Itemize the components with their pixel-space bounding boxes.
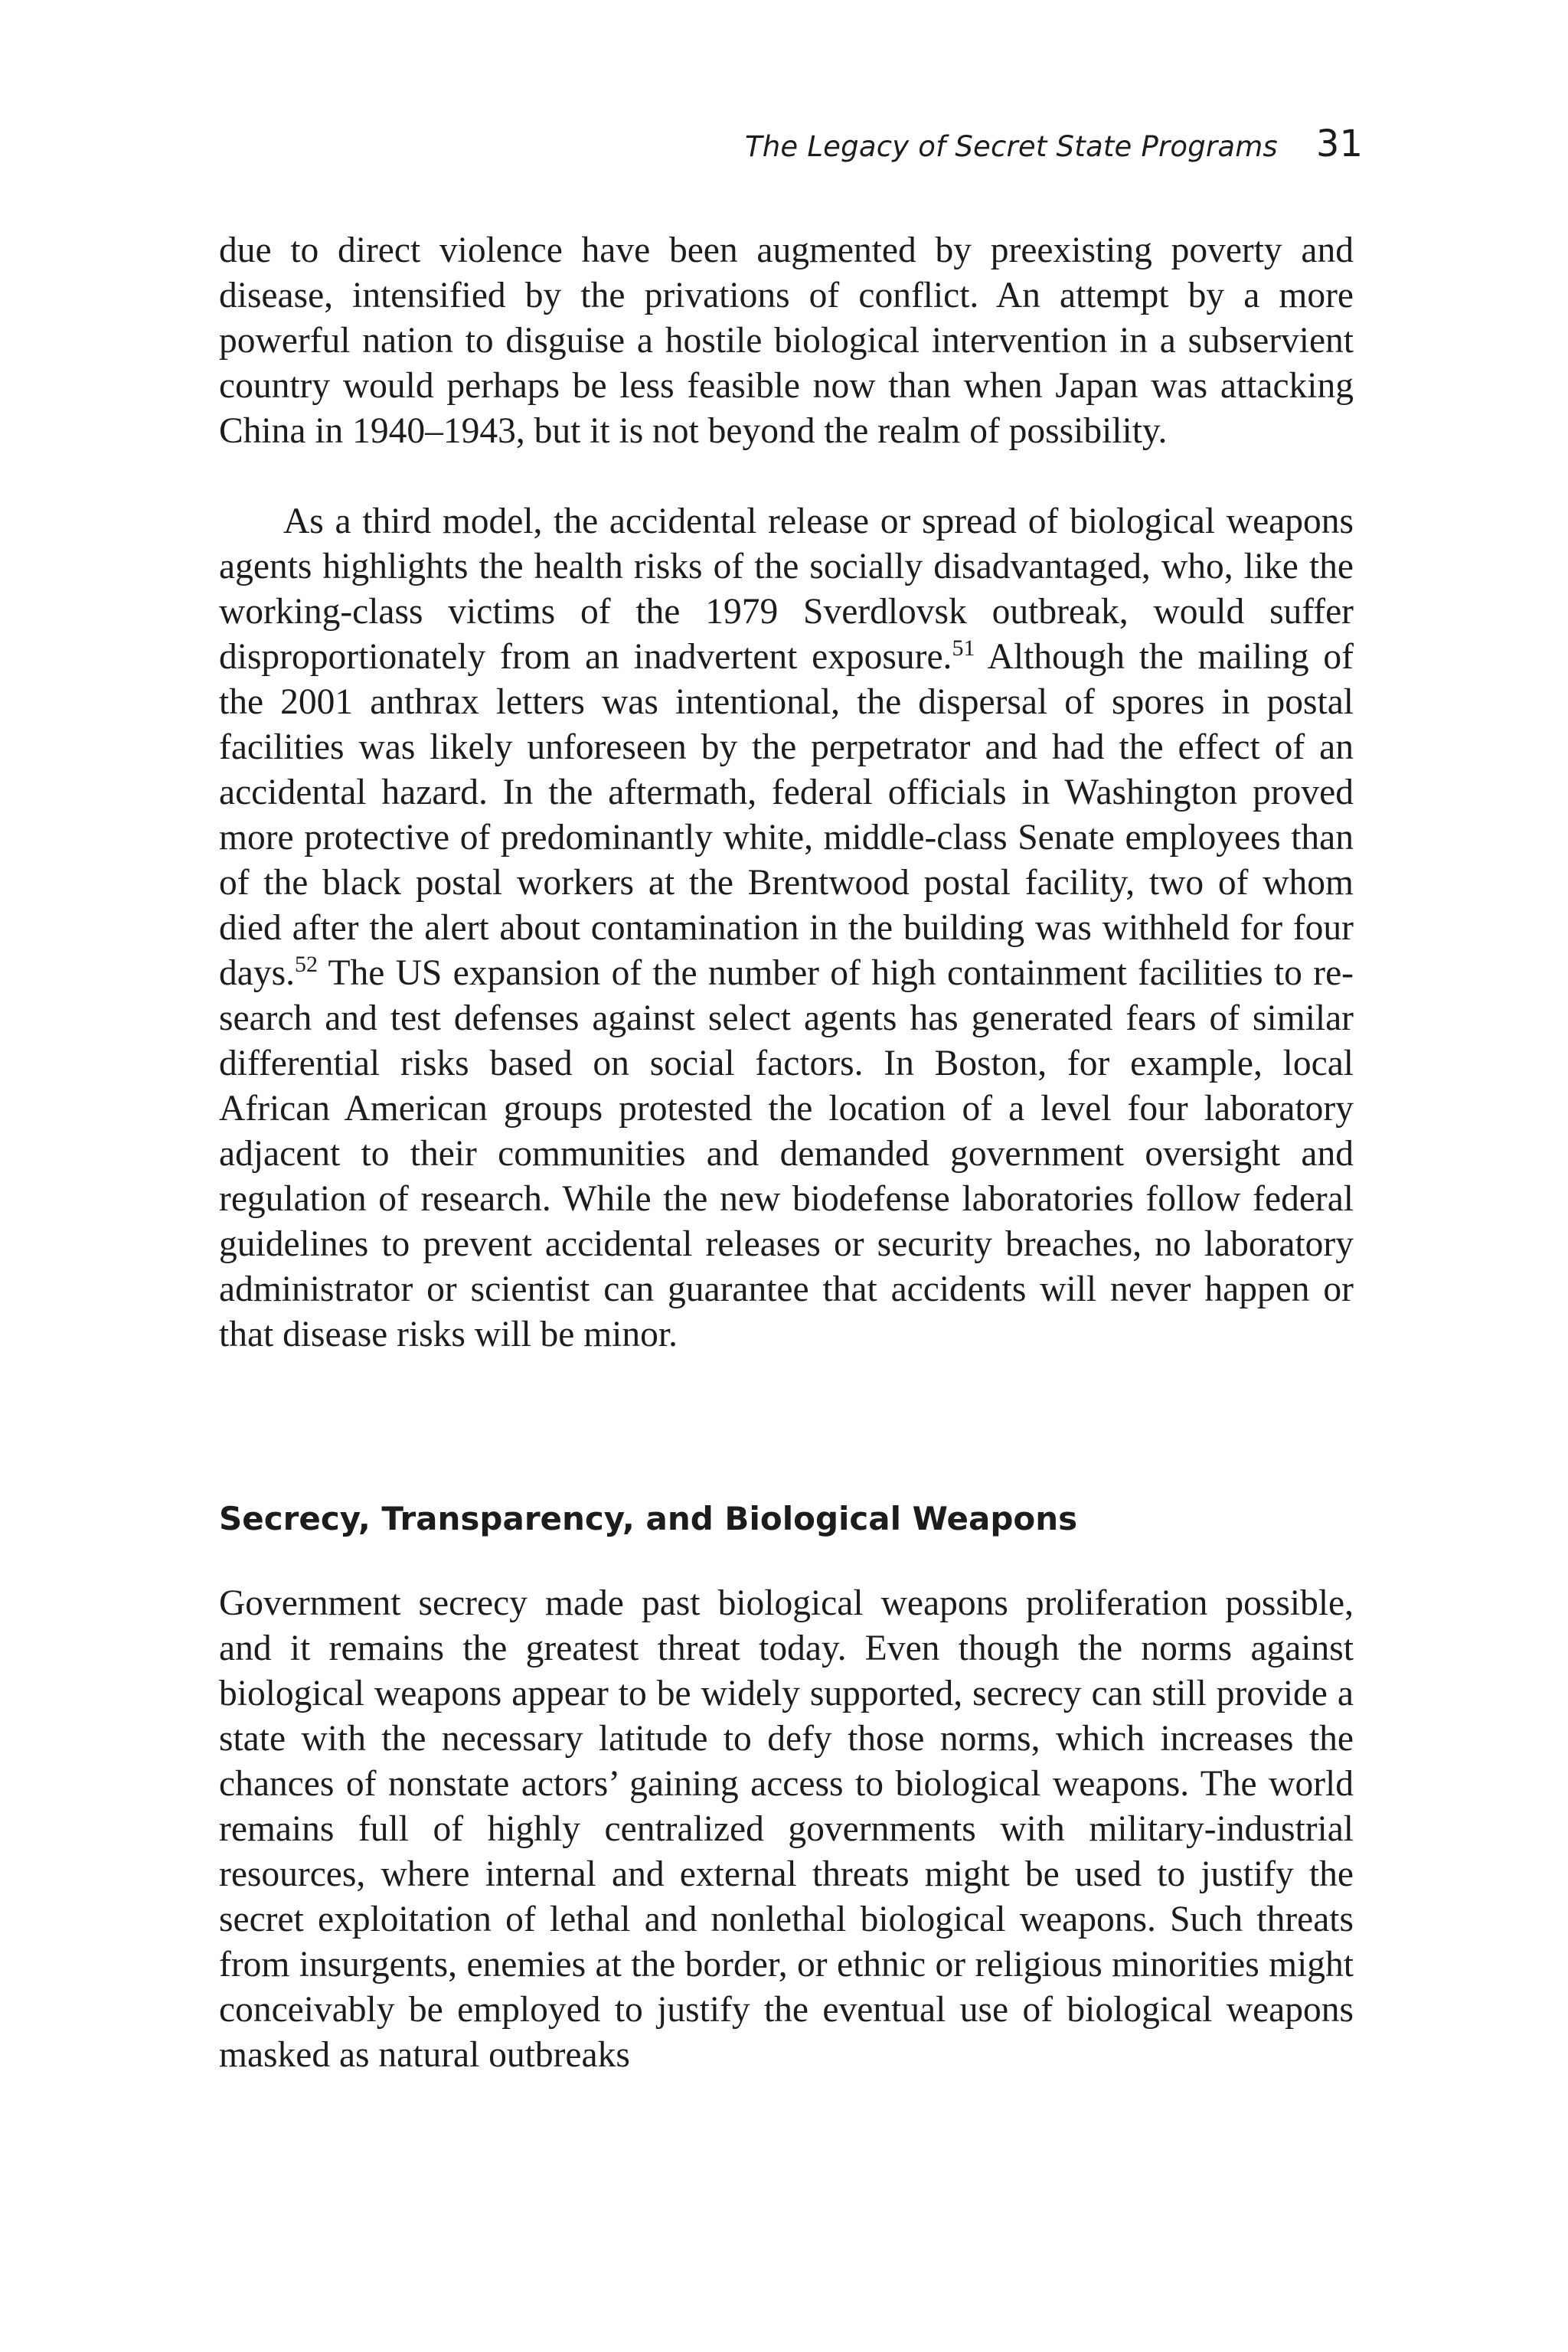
paragraph-segment: The US expansion of the number of high containment facilities to research and test defenses against select agents has generated fears of similar differential risks based on social factors. In Boston, for example, local African American groups protested the location of a level four laboratory adjacent to their communities and demanded government oversight and regulation of research. While the new biodefense laboratories follow federal guidelines to prevent accidental releases or security breaches, no laboratory administrator or scientist can guarantee that accidents will never happen or that disease risks will be minor. <box>219 953 1354 1354</box>
paragraph-continued: due to direct violence have been augmented by preexisting poverty and disease, intensified by the privations of conflict. An attempt by a more powerful nation to disguise a hostile biological intervention in a subservient country would perhaps be less feasible now than when Japan was attacking China in 1940–1943, but it is not beyond the realm of possibility. <box>219 230 1354 451</box>
running-title: The Legacy of Secret State Programs <box>744 130 1278 163</box>
paragraph-secrecy: Government secrecy made past biological weapons proliferation possible, and it remains the greatest threat today. Even though the norms against biological weapons appear to be widely supported, secrecy can still provide a state with the necessary latitude to defy those norms, which increases the chances of nonstate actors’ gaining access to biological weapons. The world remains full of highly centralized governments with military-industrial resources, where internal and external threats might be used to justify the secret exploitation of lethal and nonlethal biological weapons. Such threats from insurgents, enemies at the border, or ethnic or religious minorities might conceivably be employed to justify the eventual use of biological weapons masked as natural outbreaks <box>219 1583 1354 2075</box>
paragraph-segment: Although the mailing of the 2001 anthrax letters was intentional, the dispersal of spores in postal facilities was likely unforeseen by the perpetrator and had the effect of an accidental hazard. In the aftermath, federal officials in Washington proved more protective of predominantly white, middle-class Senate employees than of the black postal workers at the Brentwood postal facility, two of whom died after the alert about contamination in the building was withheld for four days. <box>219 637 1354 993</box>
running-header <box>219 122 1363 176</box>
paragraph-third-model <box>219 499 1354 1357</box>
footnote-ref-51: 51 <box>952 635 975 661</box>
paragraph-segment: As a third model, the accidental release or spread of biological weapons agents highlights the health risks of the socially disadvantaged, who, like the working-class victims of the 1979 Sverdlovsk outbreak, would suffer disproportionately from an inadvertent exposure. <box>219 501 1354 677</box>
section-heading: Secrecy, Transparency, and Biological Weapons <box>219 1500 1078 1537</box>
page-number: 31 <box>1315 122 1363 165</box>
footnote-ref-52: 52 <box>294 952 318 977</box>
